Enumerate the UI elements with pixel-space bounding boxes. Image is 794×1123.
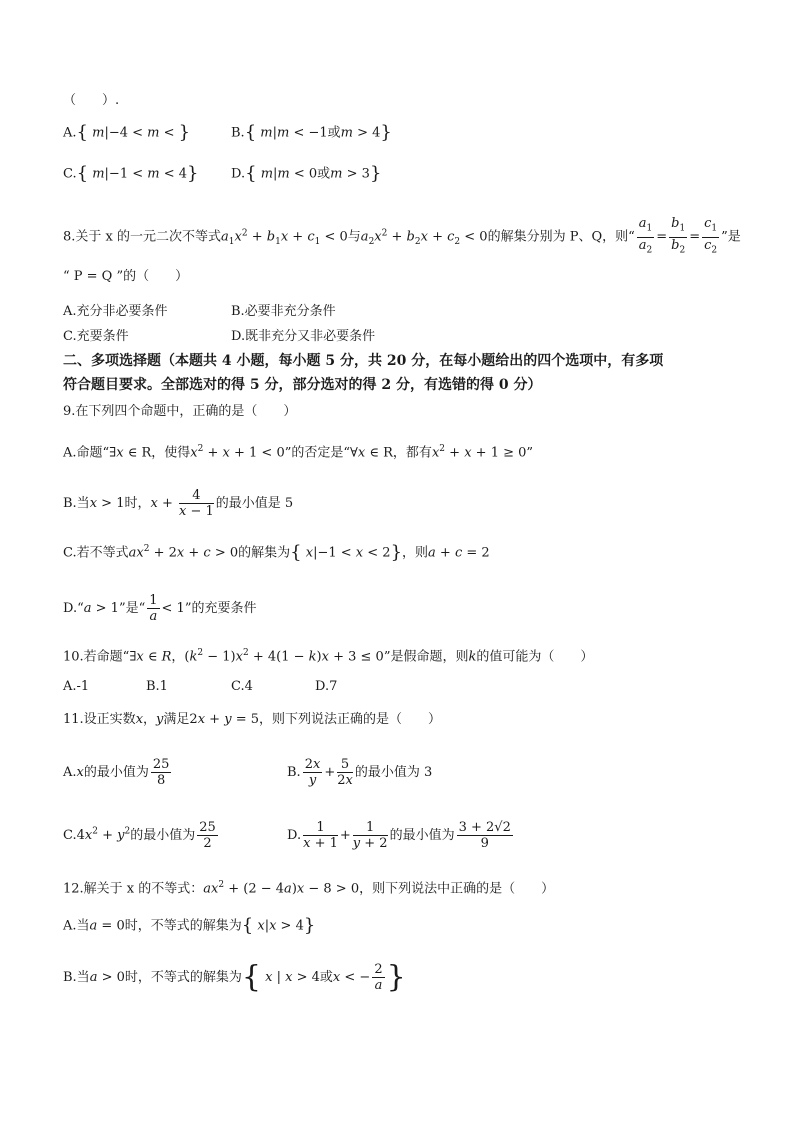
q9-option-d[interactable]: D.“a > 1”是“ $\frac{1}{a}$ < 1”的充要条件 xyxy=(63,593,257,624)
q9-option-b[interactable]: B.当x > 1时，x + $\frac{4}{x - 1}$ 的最小值是 5 xyxy=(63,488,294,519)
q8-option-a[interactable]: A.充分非必要条件 xyxy=(63,304,168,319)
section-heading-line1: 二、多项选择题（本题共 4 小题，每小题 5 分，共 20 分，在每小题给出的四个选项中，有多项 xyxy=(63,353,664,369)
q8-stem: 8.关于 x 的一元二次不等式$a_1x^2 + b_1x + c_1 < 0$与$a_2x^2 + b_2x + c_2 < 0$的解集分别为 P、Q，则“ $\frac{a_1}{a_2}$ = $\frac{b_1}{b_2}$ = $\frac{c_1}{c_2}$ ”是 xyxy=(63,216,741,256)
q7-option-c[interactable]: C.{ m|−1 < m < 4} xyxy=(63,163,199,184)
q12-stem: 12.解关于 x 的不等式：$ax^2 + (2 - 4a)x - 8 > 0$，则下列说法中正确的是（ ） xyxy=(63,880,555,897)
q8-option-c[interactable]: C.充要条件 xyxy=(63,329,129,344)
q9-option-a[interactable]: A.命题“∃x ∈ R，使得$x^2 + x + 1 < 0$”的否定是“∀x ∈ R，都有$x^2 + x + 1 \ge 0$” xyxy=(63,444,534,461)
q10-option-a[interactable]: A.-1 xyxy=(63,679,90,694)
section-heading-line2: 符合题目要求。全部选对的得 5 分，部分选对的得 2 分，有选错的得 0 分） xyxy=(63,377,542,393)
q11-option-a[interactable]: A.x的最小值为 $\frac{25}{8}$ xyxy=(63,757,170,788)
q10-option-b[interactable]: B.1 xyxy=(146,679,168,694)
q11-option-c[interactable]: $C.4x^2 + y^2$的最小值为 $\frac{25}{2}$ xyxy=(63,820,216,851)
q7-option-a[interactable]: A.{ m|−4 < m < } xyxy=(63,122,191,143)
q7-option-b[interactable]: B.{ m|m < −1或m > 4} xyxy=(231,122,392,143)
q11-stem: 11.设正实数x，y满足2x + y = 5，则下列说法正确的是（ ） xyxy=(63,712,442,727)
q8-option-d[interactable]: D.既非充分又非必要条件 xyxy=(231,329,376,344)
q8-option-b[interactable]: B.必要非充分条件 xyxy=(231,304,336,319)
q7-option-d[interactable]: D.{ m|m < 0或m > 3} xyxy=(231,163,382,184)
q10-option-c[interactable]: C.4 xyxy=(231,679,253,694)
q10-option-d[interactable]: D.7 xyxy=(315,679,338,694)
q11-option-b[interactable]: B. $\frac{2x}{y}$ + $\frac{5}{2x}$ 的最小值为 3 xyxy=(287,757,433,788)
q9-option-c[interactable]: C.若不等式$ax^2 + 2x + c > 0$的解集为{ x|−1 < x < 2}，则a + c = 2 xyxy=(63,541,490,563)
q11-option-d[interactable]: D. $\frac{1}{x + 1}$ + $\frac{1}{y + 2}$ 的最小值为 $\frac{3 + 2√2}{9}$ xyxy=(287,820,511,851)
q9-stem: 9.在下列四个命题中，正确的是（ ） xyxy=(63,404,297,419)
q12-option-a[interactable]: A.当a = 0时，不等式的解集为{ x|x > 4} xyxy=(63,915,316,936)
q8-stem-line2: “ P = Q ”的（ ） xyxy=(63,269,189,284)
q7-tail: （ ）. xyxy=(63,93,120,108)
q10-stem: 10.若命题“∃x ∈ R，$(k^2 - 1)x^2 + 4(1 - k)x + 3 \le 0$”是假命题，则k的值可能为（ ） xyxy=(63,648,594,665)
q12-option-b[interactable]: B.当a > 0时，不等式的解集为{ x | x > 4或x < − $\frac{2}{a}$ } xyxy=(63,959,406,995)
